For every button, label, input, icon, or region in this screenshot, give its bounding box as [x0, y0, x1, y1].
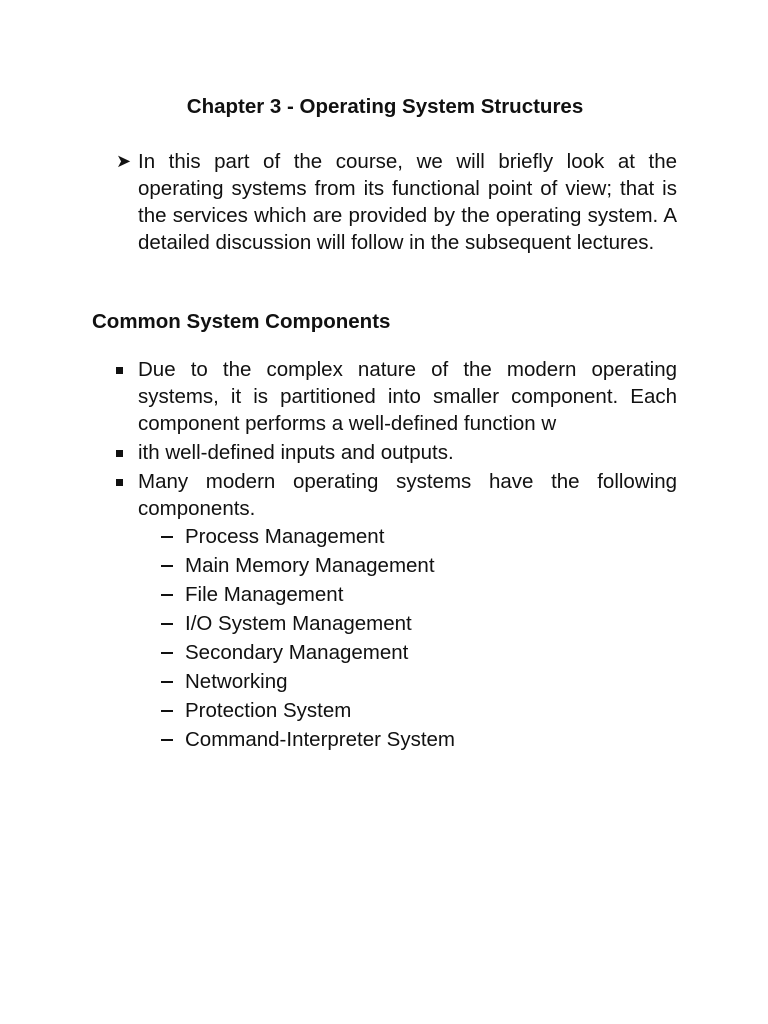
bullet-list: [138, 356, 677, 524]
component-item: [185, 551, 455, 580]
dash-bullet-icon: [161, 536, 173, 538]
component-item: [185, 725, 455, 754]
square-bullet-icon: [116, 367, 123, 374]
square-bullet-icon: [116, 479, 123, 486]
dash-bullet-icon: [161, 681, 173, 683]
list-item: [138, 468, 677, 522]
dash-bullet-icon: [161, 594, 173, 596]
square-bullet-icon: [116, 450, 123, 457]
component-item: [185, 609, 455, 638]
bullet-text: Many modern operating systems have the following components.: [138, 470, 677, 520]
component-item: [185, 522, 455, 551]
list-item: [138, 356, 677, 437]
dash-bullet-icon: [161, 710, 173, 712]
component-label: Command-Interpreter System: [185, 728, 456, 751]
components-list: [185, 522, 455, 754]
section-heading: Common System Components: [92, 310, 391, 333]
component-label: File Management: [185, 583, 344, 606]
dash-bullet-icon: [161, 739, 173, 741]
component-label: Protection System: [185, 699, 352, 722]
component-item: [185, 638, 455, 667]
component-item: [185, 580, 455, 609]
dash-bullet-icon: [161, 652, 173, 654]
component-label: I/O System Management: [185, 612, 412, 635]
dash-bullet-icon: [161, 565, 173, 567]
component-item: [185, 696, 455, 725]
list-item: [138, 439, 677, 466]
bullet-text: Due to the complex nature of the modern operating systems, it is partitioned into smaller component. Each component performs a well-defined function w: [138, 358, 677, 435]
component-item: [185, 667, 455, 696]
component-label: Main Memory Management: [185, 554, 435, 577]
arrow-bullet-icon: ➤: [116, 151, 132, 171]
intro-paragraph: In this part of the course, we will briefly look at the operating systems from its functional point of view; that is the services which are provided by the operating system. A detailed discussion will follow in the subsequent lectures.: [138, 150, 677, 254]
component-label: Networking: [185, 670, 288, 693]
chapter-title: Chapter 3 - Operating System Structures: [186, 95, 584, 118]
component-label: Process Management: [185, 525, 385, 548]
component-label: Secondary Management: [185, 641, 409, 664]
bullet-text: ith well-defined inputs and outputs.: [138, 441, 454, 464]
dash-bullet-icon: [161, 623, 173, 625]
